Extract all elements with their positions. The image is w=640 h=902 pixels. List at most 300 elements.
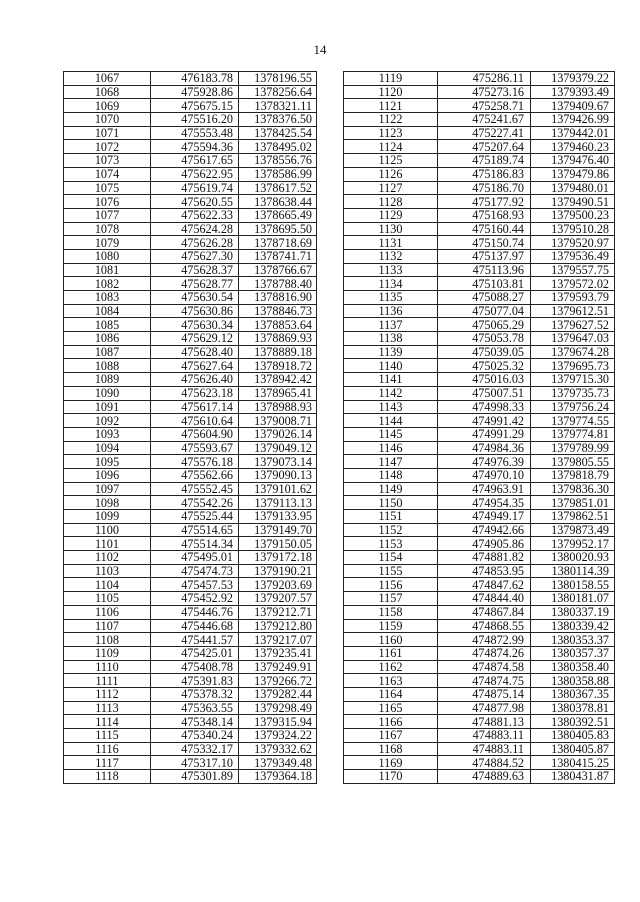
table-row (344, 578, 615, 592)
y-coordinate-cell: 1379774.55 (531, 414, 615, 428)
table-row (344, 318, 615, 332)
table-row (64, 85, 317, 99)
x-coordinate-cell: 474867.84 (438, 605, 531, 619)
table-row (344, 427, 615, 441)
point-number-cell: 1091 (64, 400, 151, 414)
x-coordinate-cell: 474875.14 (438, 687, 531, 701)
table-row (64, 770, 317, 784)
x-coordinate-cell: 474874.58 (438, 660, 531, 674)
y-coordinate-cell: 1379476.40 (531, 154, 615, 168)
point-number-cell: 1077 (64, 208, 151, 222)
y-coordinate-cell: 1379612.51 (531, 304, 615, 318)
table-row (344, 646, 615, 660)
table-row (344, 249, 615, 263)
x-coordinate-cell: 475630.86 (151, 304, 239, 318)
table-row (344, 359, 615, 373)
x-coordinate-cell: 475340.24 (151, 729, 239, 743)
table-row (344, 208, 615, 222)
table-row (64, 291, 317, 305)
y-coordinate-cell: 1379735.73 (531, 386, 615, 400)
x-coordinate-cell: 475273.16 (438, 85, 531, 99)
y-coordinate-cell: 1378766.67 (239, 263, 317, 277)
y-coordinate-cell: 1379862.51 (531, 510, 615, 524)
point-number-cell: 1075 (64, 181, 151, 195)
y-coordinate-cell: 1379520.97 (531, 236, 615, 250)
y-coordinate-cell: 1379149.70 (239, 523, 317, 537)
table-row (344, 195, 615, 209)
point-number-cell: 1121 (344, 99, 438, 113)
point-number-cell: 1148 (344, 468, 438, 482)
table-row (344, 770, 615, 784)
point-number-cell: 1143 (344, 400, 438, 414)
y-coordinate-cell: 1380158.55 (531, 578, 615, 592)
point-number-cell: 1089 (64, 373, 151, 387)
x-coordinate-cell: 475928.86 (151, 85, 239, 99)
table-row (64, 126, 317, 140)
x-coordinate-cell: 474949.17 (438, 510, 531, 524)
x-coordinate-cell: 475053.78 (438, 332, 531, 346)
point-number-cell: 1117 (64, 756, 151, 770)
y-coordinate-cell: 1380415.25 (531, 756, 615, 770)
point-number-cell: 1125 (344, 154, 438, 168)
x-coordinate-cell: 475617.65 (151, 154, 239, 168)
y-coordinate-cell: 1380358.40 (531, 660, 615, 674)
x-coordinate-cell: 475301.89 (151, 770, 239, 784)
point-number-cell: 1112 (64, 687, 151, 701)
table-row (64, 99, 317, 113)
table-row (64, 427, 317, 441)
point-number-cell: 1139 (344, 345, 438, 359)
point-number-cell: 1090 (64, 386, 151, 400)
point-number-cell: 1069 (64, 99, 151, 113)
table-row (344, 345, 615, 359)
table-row (344, 99, 615, 113)
x-coordinate-cell: 475258.71 (438, 99, 531, 113)
x-coordinate-cell: 475317.10 (151, 756, 239, 770)
table-row (64, 154, 317, 168)
table-row (64, 605, 317, 619)
y-coordinate-cell: 1379627.52 (531, 318, 615, 332)
x-coordinate-cell: 475514.34 (151, 537, 239, 551)
y-coordinate-cell: 1380181.07 (531, 592, 615, 606)
point-number-cell: 1070 (64, 113, 151, 127)
x-coordinate-cell: 475039.05 (438, 345, 531, 359)
x-coordinate-cell: 475576.18 (151, 455, 239, 469)
point-number-cell: 1074 (64, 167, 151, 181)
x-coordinate-cell: 474853.95 (438, 564, 531, 578)
table-row (344, 715, 615, 729)
point-number-cell: 1071 (64, 126, 151, 140)
table-row (344, 674, 615, 688)
y-coordinate-cell: 1378495.02 (239, 140, 317, 154)
y-coordinate-cell: 1378695.50 (239, 222, 317, 236)
point-number-cell: 1099 (64, 510, 151, 524)
x-coordinate-cell: 475594.36 (151, 140, 239, 154)
point-number-cell: 1068 (64, 85, 151, 99)
point-number-cell: 1093 (64, 427, 151, 441)
x-coordinate-cell: 475150.74 (438, 236, 531, 250)
coordinates-table-left-body (64, 72, 317, 784)
point-number-cell: 1168 (344, 742, 438, 756)
table-row (64, 277, 317, 291)
point-number-cell: 1094 (64, 441, 151, 455)
point-number-cell: 1157 (344, 592, 438, 606)
y-coordinate-cell: 1380367.35 (531, 687, 615, 701)
x-coordinate-cell: 475542.26 (151, 496, 239, 510)
x-coordinate-cell: 475207.64 (438, 140, 531, 154)
y-coordinate-cell: 1379674.28 (531, 345, 615, 359)
x-coordinate-cell: 475474.73 (151, 564, 239, 578)
table-row (344, 510, 615, 524)
table-row (344, 496, 615, 510)
x-coordinate-cell: 475137.97 (438, 249, 531, 263)
y-coordinate-cell: 1379818.79 (531, 468, 615, 482)
point-number-cell: 1105 (64, 592, 151, 606)
point-number-cell: 1073 (64, 154, 151, 168)
point-number-cell: 1097 (64, 482, 151, 496)
x-coordinate-cell: 475007.51 (438, 386, 531, 400)
table-row (64, 332, 317, 346)
table-row (64, 236, 317, 250)
x-coordinate-cell: 474877.98 (438, 701, 531, 715)
table-row (344, 605, 615, 619)
y-coordinate-cell: 1379026.14 (239, 427, 317, 441)
point-number-cell: 1146 (344, 441, 438, 455)
point-number-cell: 1149 (344, 482, 438, 496)
point-number-cell: 1166 (344, 715, 438, 729)
y-coordinate-cell: 1378196.55 (239, 72, 317, 86)
y-coordinate-cell: 1378869.93 (239, 332, 317, 346)
y-coordinate-cell: 1380378.81 (531, 701, 615, 715)
x-coordinate-cell: 475626.40 (151, 373, 239, 387)
point-number-cell: 1113 (64, 701, 151, 715)
y-coordinate-cell: 1379113.13 (239, 496, 317, 510)
point-number-cell: 1096 (64, 468, 151, 482)
y-coordinate-cell: 1379049.12 (239, 441, 317, 455)
y-coordinate-cell: 1378376.50 (239, 113, 317, 127)
y-coordinate-cell: 1379133.95 (239, 510, 317, 524)
x-coordinate-cell: 475620.55 (151, 195, 239, 209)
x-coordinate-cell: 475622.33 (151, 208, 239, 222)
x-coordinate-cell: 475227.41 (438, 126, 531, 140)
table-row (64, 400, 317, 414)
point-number-cell: 1079 (64, 236, 151, 250)
x-coordinate-cell: 475619.74 (151, 181, 239, 195)
x-coordinate-cell: 475332.17 (151, 742, 239, 756)
point-number-cell: 1111 (64, 674, 151, 688)
point-number-cell: 1067 (64, 72, 151, 86)
table-row (64, 482, 317, 496)
y-coordinate-cell: 1378256.64 (239, 85, 317, 99)
table-row (344, 113, 615, 127)
x-coordinate-cell: 475525.44 (151, 510, 239, 524)
point-number-cell: 1114 (64, 715, 151, 729)
y-coordinate-cell: 1379756.24 (531, 400, 615, 414)
table-row (64, 222, 317, 236)
table-row (344, 140, 615, 154)
x-coordinate-cell: 475629.12 (151, 332, 239, 346)
table-row (64, 345, 317, 359)
point-number-cell: 1080 (64, 249, 151, 263)
point-number-cell: 1152 (344, 523, 438, 537)
x-coordinate-cell: 475553.48 (151, 126, 239, 140)
y-coordinate-cell: 1379212.80 (239, 619, 317, 633)
y-coordinate-cell: 1379266.72 (239, 674, 317, 688)
table-row (344, 687, 615, 701)
y-coordinate-cell: 1379500.23 (531, 208, 615, 222)
x-coordinate-cell: 475113.96 (438, 263, 531, 277)
x-coordinate-cell: 475378.32 (151, 687, 239, 701)
x-coordinate-cell: 475627.64 (151, 359, 239, 373)
y-coordinate-cell: 1379315.94 (239, 715, 317, 729)
table-row (344, 592, 615, 606)
y-coordinate-cell: 1380431.87 (531, 770, 615, 784)
y-coordinate-cell: 1379805.55 (531, 455, 615, 469)
table-row (64, 523, 317, 537)
table-row (344, 564, 615, 578)
table-row (344, 441, 615, 455)
table-row (64, 674, 317, 688)
point-number-cell: 1084 (64, 304, 151, 318)
point-number-cell: 1085 (64, 318, 151, 332)
y-coordinate-cell: 1378942.42 (239, 373, 317, 387)
table-row (344, 756, 615, 770)
x-coordinate-cell: 475177.92 (438, 195, 531, 209)
y-coordinate-cell: 1379715.30 (531, 373, 615, 387)
x-coordinate-cell: 474970.10 (438, 468, 531, 482)
x-coordinate-cell: 474872.99 (438, 633, 531, 647)
point-number-cell: 1151 (344, 510, 438, 524)
table-row (344, 414, 615, 428)
y-coordinate-cell: 1378889.18 (239, 345, 317, 359)
y-coordinate-cell: 1379695.73 (531, 359, 615, 373)
x-coordinate-cell: 474942.66 (438, 523, 531, 537)
point-number-cell: 1076 (64, 195, 151, 209)
y-coordinate-cell: 1379249.91 (239, 660, 317, 674)
y-coordinate-cell: 1380405.87 (531, 742, 615, 756)
x-coordinate-cell: 475016.03 (438, 373, 531, 387)
point-number-cell: 1167 (344, 729, 438, 743)
y-coordinate-cell: 1378556.76 (239, 154, 317, 168)
x-coordinate-cell: 475391.83 (151, 674, 239, 688)
x-coordinate-cell: 475630.54 (151, 291, 239, 305)
y-coordinate-cell: 1379332.62 (239, 742, 317, 756)
point-number-cell: 1123 (344, 126, 438, 140)
y-coordinate-cell: 1380337.19 (531, 605, 615, 619)
y-coordinate-cell: 1380392.51 (531, 715, 615, 729)
point-number-cell: 1160 (344, 633, 438, 647)
y-coordinate-cell: 1379873.49 (531, 523, 615, 537)
x-coordinate-cell: 475452.92 (151, 592, 239, 606)
x-coordinate-cell: 474874.26 (438, 646, 531, 660)
x-coordinate-cell: 474844.40 (438, 592, 531, 606)
table-row (64, 263, 317, 277)
x-coordinate-cell: 475189.74 (438, 154, 531, 168)
y-coordinate-cell: 1379536.49 (531, 249, 615, 263)
y-coordinate-cell: 1379150.05 (239, 537, 317, 551)
x-coordinate-cell: 474868.55 (438, 619, 531, 633)
point-number-cell: 1088 (64, 359, 151, 373)
point-number-cell: 1137 (344, 318, 438, 332)
point-number-cell: 1107 (64, 619, 151, 633)
x-coordinate-cell: 475627.30 (151, 249, 239, 263)
x-coordinate-cell: 475630.34 (151, 318, 239, 332)
point-number-cell: 1119 (344, 72, 438, 86)
point-number-cell: 1101 (64, 537, 151, 551)
x-coordinate-cell: 475514.65 (151, 523, 239, 537)
y-coordinate-cell: 1379510.28 (531, 222, 615, 236)
table-row (64, 318, 317, 332)
point-number-cell: 1145 (344, 427, 438, 441)
x-coordinate-cell: 475628.37 (151, 263, 239, 277)
point-number-cell: 1136 (344, 304, 438, 318)
x-coordinate-cell: 474874.75 (438, 674, 531, 688)
point-number-cell: 1126 (344, 167, 438, 181)
table-row (64, 551, 317, 565)
table-row (64, 633, 317, 647)
x-coordinate-cell: 475363.55 (151, 701, 239, 715)
y-coordinate-cell: 1379442.01 (531, 126, 615, 140)
table-row (64, 113, 317, 127)
table-row (64, 373, 317, 387)
y-coordinate-cell: 1379836.30 (531, 482, 615, 496)
point-number-cell: 1162 (344, 660, 438, 674)
x-coordinate-cell: 475408.78 (151, 660, 239, 674)
coordinates-table-right-body (344, 72, 615, 784)
x-coordinate-cell: 475628.77 (151, 277, 239, 291)
point-number-cell: 1128 (344, 195, 438, 209)
table-row (64, 359, 317, 373)
point-number-cell: 1081 (64, 263, 151, 277)
x-coordinate-cell: 475623.18 (151, 386, 239, 400)
y-coordinate-cell: 1378741.71 (239, 249, 317, 263)
table-row (64, 701, 317, 715)
point-number-cell: 1135 (344, 291, 438, 305)
table-row (344, 85, 615, 99)
table-row (344, 236, 615, 250)
point-number-cell: 1086 (64, 332, 151, 346)
point-number-cell: 1138 (344, 332, 438, 346)
y-coordinate-cell: 1379190.21 (239, 564, 317, 578)
y-coordinate-cell: 1379379.22 (531, 72, 615, 86)
table-row (64, 195, 317, 209)
point-number-cell: 1131 (344, 236, 438, 250)
point-number-cell: 1129 (344, 208, 438, 222)
x-coordinate-cell: 475186.83 (438, 167, 531, 181)
y-coordinate-cell: 1379479.86 (531, 167, 615, 181)
page-number: 14 (313, 42, 327, 57)
table-row (344, 181, 615, 195)
table-row (64, 468, 317, 482)
x-coordinate-cell: 474991.29 (438, 427, 531, 441)
table-row (344, 482, 615, 496)
point-number-cell: 1118 (64, 770, 151, 784)
y-coordinate-cell: 1378988.93 (239, 400, 317, 414)
x-coordinate-cell: 475610.64 (151, 414, 239, 428)
table-row (344, 72, 615, 86)
y-coordinate-cell: 1378718.69 (239, 236, 317, 250)
y-coordinate-cell: 1379480.01 (531, 181, 615, 195)
y-coordinate-cell: 1379364.18 (239, 770, 317, 784)
point-number-cell: 1164 (344, 687, 438, 701)
y-coordinate-cell: 1379557.75 (531, 263, 615, 277)
table-row (344, 619, 615, 633)
point-number-cell: 1147 (344, 455, 438, 469)
point-number-cell: 1130 (344, 222, 438, 236)
coordinates-table-right (343, 71, 615, 784)
x-coordinate-cell: 474963.91 (438, 482, 531, 496)
coordinates-table-left (63, 71, 317, 784)
point-number-cell: 1102 (64, 551, 151, 565)
x-coordinate-cell: 475552.45 (151, 482, 239, 496)
point-number-cell: 1141 (344, 373, 438, 387)
y-coordinate-cell: 1380020.93 (531, 551, 615, 565)
y-coordinate-cell: 1380353.37 (531, 633, 615, 647)
y-coordinate-cell: 1379212.71 (239, 605, 317, 619)
x-coordinate-cell: 475516.20 (151, 113, 239, 127)
table-row (64, 455, 317, 469)
table-row (64, 660, 317, 674)
table-row (344, 701, 615, 715)
point-number-cell: 1116 (64, 742, 151, 756)
y-coordinate-cell: 1379203.69 (239, 578, 317, 592)
y-coordinate-cell: 1379426.99 (531, 113, 615, 127)
y-coordinate-cell: 1379647.03 (531, 332, 615, 346)
x-coordinate-cell: 475425.01 (151, 646, 239, 660)
x-coordinate-cell: 475186.70 (438, 181, 531, 195)
point-number-cell: 1072 (64, 140, 151, 154)
x-coordinate-cell: 475065.29 (438, 318, 531, 332)
y-coordinate-cell: 1378965.41 (239, 386, 317, 400)
x-coordinate-cell: 475495.01 (151, 551, 239, 565)
point-number-cell: 1158 (344, 605, 438, 619)
x-coordinate-cell: 475441.57 (151, 633, 239, 647)
point-number-cell: 1163 (344, 674, 438, 688)
point-number-cell: 1083 (64, 291, 151, 305)
table-row (344, 729, 615, 743)
x-coordinate-cell: 475446.76 (151, 605, 239, 619)
table-row (64, 687, 317, 701)
x-coordinate-cell: 475675.15 (151, 99, 239, 113)
table-row (344, 468, 615, 482)
x-coordinate-cell: 475160.44 (438, 222, 531, 236)
table-row (64, 304, 317, 318)
table-row (64, 167, 317, 181)
y-coordinate-cell: 1379324.22 (239, 729, 317, 743)
point-number-cell: 1103 (64, 564, 151, 578)
point-number-cell: 1087 (64, 345, 151, 359)
table-row (64, 414, 317, 428)
x-coordinate-cell: 474884.52 (438, 756, 531, 770)
x-coordinate-cell: 474998.33 (438, 400, 531, 414)
y-coordinate-cell: 1379090.13 (239, 468, 317, 482)
y-coordinate-cell: 1378617.52 (239, 181, 317, 195)
table-row (64, 496, 317, 510)
table-row (344, 167, 615, 181)
table-row (344, 154, 615, 168)
x-coordinate-cell: 474883.11 (438, 729, 531, 743)
point-number-cell: 1159 (344, 619, 438, 633)
x-coordinate-cell: 475286.11 (438, 72, 531, 86)
point-number-cell: 1161 (344, 646, 438, 660)
table-row (344, 277, 615, 291)
y-coordinate-cell: 1379235.41 (239, 646, 317, 660)
y-coordinate-cell: 1379409.67 (531, 99, 615, 113)
table-row (344, 551, 615, 565)
table-row (344, 332, 615, 346)
y-coordinate-cell: 1379298.49 (239, 701, 317, 715)
x-coordinate-cell: 475457.53 (151, 578, 239, 592)
